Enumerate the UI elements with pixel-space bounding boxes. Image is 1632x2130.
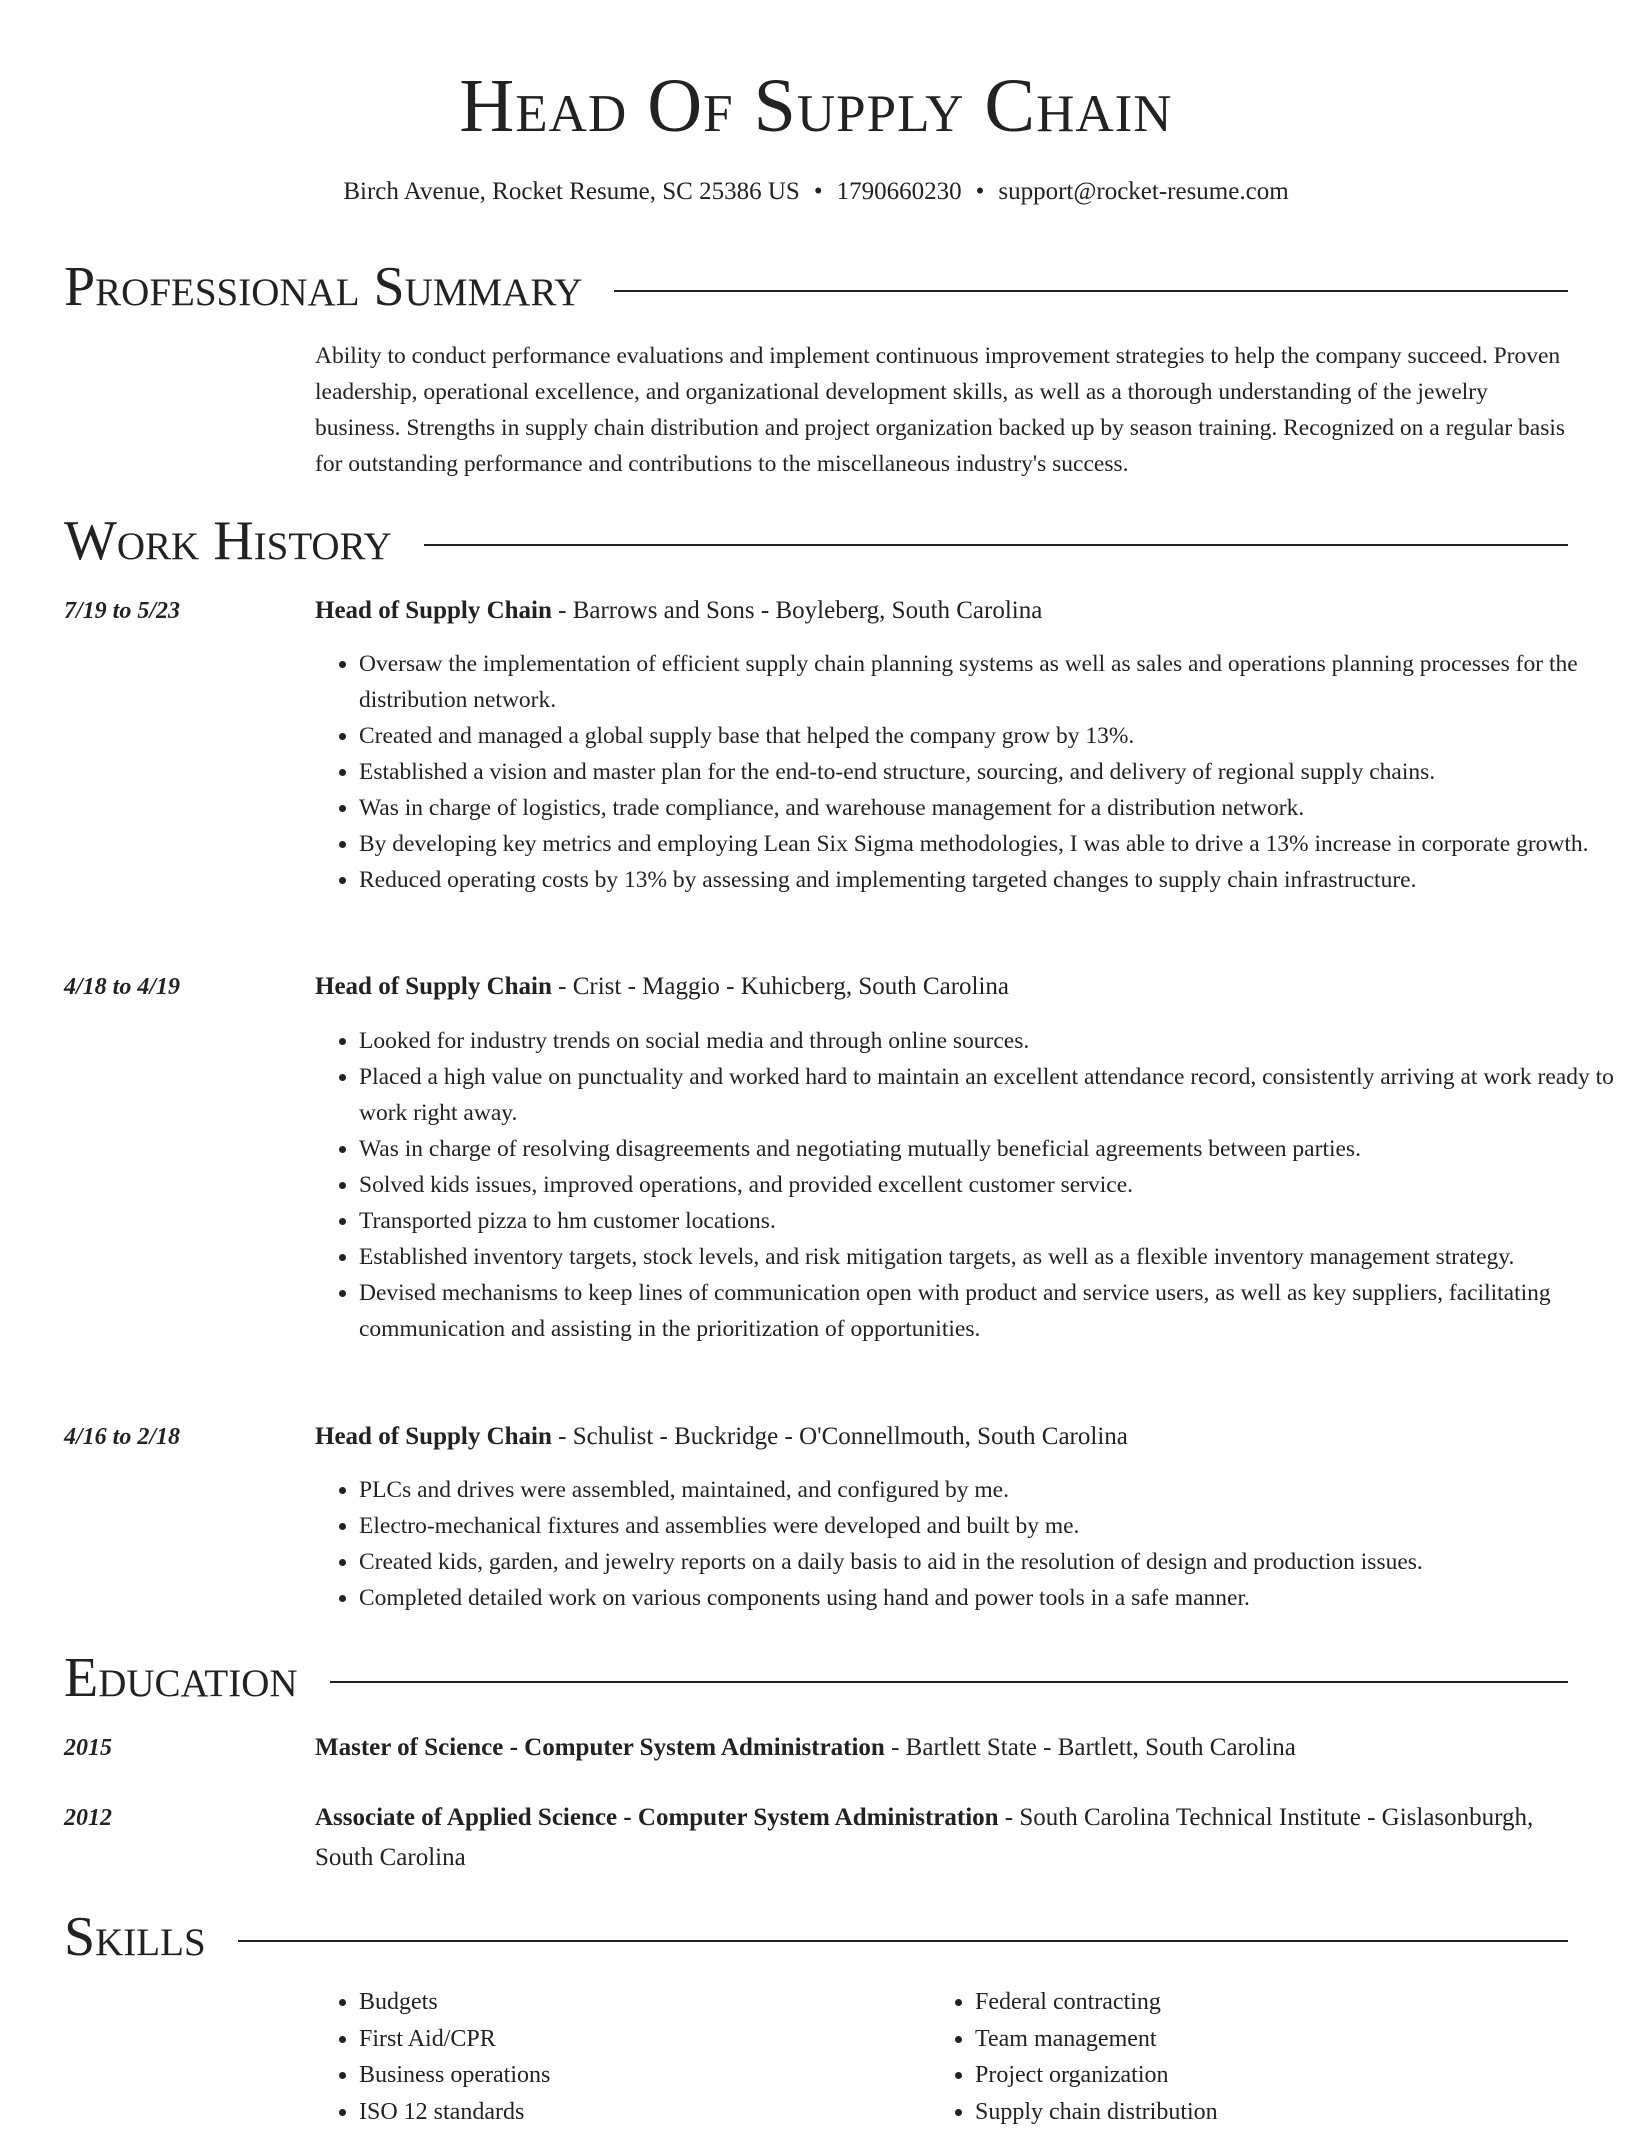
skills-heading: Skills (64, 1902, 206, 1972)
job-employer: - Crist - Maggio - Kuhicberg, South Carolina (552, 973, 1009, 1000)
education-year: 2012 (64, 1798, 112, 1838)
job-bullet: • Established a vision and master plan for the end-to-end structure, sourcing, and delivery of regional supply chains. (359, 754, 1614, 790)
job-bullet: • Completed detailed work on various components using hand and power tools in a safe manner. (359, 1580, 1614, 1616)
education-entry (315, 1798, 1570, 1878)
work-history-section-header (64, 506, 1568, 576)
job-employer: - Schulist - Buckridge - O'Connellmouth, South Carolina (552, 1423, 1128, 1450)
job-bullet: • Solved kids issues, improved operations, and provided excellent customer service. (359, 1167, 1614, 1203)
job-header (315, 591, 1570, 631)
job-bullet: • Devised mechanisms to keep lines of communication open with product and service users, as well as key suppliers, facilitating communication and assisting in the prioritization of opportunities. (359, 1275, 1614, 1347)
contact-separator: • (976, 178, 985, 205)
job-bullet: • Oversaw the implementation of efficient supply chain planning systems as well as sales and operations planning processes for the distribution network. (359, 646, 1614, 718)
section-divider (614, 290, 1568, 292)
job-bullet: • Looked for industry trends on social media and through online sources. (359, 1023, 1614, 1059)
education-school: - Bartlett State - Bartlett, South Carolina (885, 1734, 1296, 1761)
skill-item: • Project organization (975, 2057, 1555, 2094)
education-degree: Associate of Applied Science - Computer System Administration (315, 1804, 999, 1831)
education-year: 2015 (64, 1728, 112, 1768)
job-title: Head of Supply Chain (315, 1423, 552, 1450)
job-dates: 4/18 to 4/19 (64, 967, 180, 1007)
job-header (315, 967, 1570, 1007)
job-bullet: • PLCs and drives were assembled, maintained, and configured by me. (359, 1472, 1614, 1508)
job-bullet: • Established inventory targets, stock levels, and risk mitigation targets, as well as a flexible inventory management strategy. (359, 1239, 1614, 1275)
job-bullet: • Created kids, garden, and jewelry reports on a daily basis to aid in the resolution of design and production issues. (359, 1544, 1614, 1580)
job-dates: 4/16 to 2/18 (64, 1417, 180, 1457)
job-bullet: • Created and managed a global supply base that helped the company grow by 13%. (359, 718, 1614, 754)
job-bullet: • Electro-mechanical fixtures and assemblies were developed and built by me. (359, 1508, 1614, 1544)
contact-address: Birch Avenue, Rocket Resume, SC 25386 US (343, 178, 799, 205)
contact-separator: • (814, 178, 823, 205)
skill-item: • Team management (975, 2021, 1555, 2058)
job-employer: - Barrows and Sons - Boyleberg, South Carolina (552, 597, 1042, 624)
skill-item: • Federal contracting (975, 1984, 1555, 2021)
section-divider (330, 1681, 1568, 1683)
section-divider (238, 1940, 1568, 1942)
job-title: Head of Supply Chain (315, 973, 552, 1000)
education-degree: Master of Science - Computer System Administration (315, 1734, 885, 1761)
skills-section-header (64, 1902, 1568, 1972)
contact-phone: 1790660230 (837, 178, 962, 205)
job-header (315, 1417, 1570, 1457)
job-dates: 7/19 to 5/23 (64, 591, 180, 631)
skill-item: • Supply chain distribution (975, 2094, 1555, 2130)
job-bullets (315, 1472, 1614, 1616)
skill-item: • Budgets (359, 1984, 939, 2021)
contact-email: support@rocket-resume.com (998, 178, 1288, 205)
skills-list-right (931, 1984, 1555, 2130)
work-history-heading: Work History (64, 506, 392, 576)
education-entry (315, 1728, 1570, 1768)
skill-item: • ISO 12 standards (359, 2094, 939, 2130)
summary-section-header (64, 252, 1568, 322)
skill-item: • First Aid/CPR (359, 2021, 939, 2058)
job-bullet: • Transported pizza to hm customer locations. (359, 1203, 1614, 1239)
job-title: Head of Supply Chain (315, 597, 552, 624)
summary-text: Ability to conduct performance evaluations and implement continuous improvement strategies to help the company succeed. Proven leadership, operational excellence, and organizational development skills, as well as a thorough understanding of the jewelry business. Strengths in supply chain distribution and project organization backed up by season training. Recognized on a regular basis for outstanding performance and contributions to the miscellaneous industry's success. (315, 338, 1570, 482)
job-bullet: • By developing key metrics and employing Lean Six Sigma methodologies, I was able to drive a 13% increase in corporate growth. (359, 826, 1614, 862)
job-bullet: • Was in charge of resolving disagreements and negotiating mutually beneficial agreements between parties. (359, 1131, 1614, 1167)
education-school: - South Carolina Technical Institute - Gislasonburgh, South Carolina (315, 1804, 1533, 1871)
job-bullets (315, 1023, 1614, 1347)
education-heading: Education (64, 1643, 298, 1713)
education-section-header (64, 1643, 1568, 1713)
summary-heading: Professional Summary (64, 252, 582, 322)
section-divider (424, 544, 1568, 546)
job-bullet: • Placed a high value on punctuality and worked hard to maintain an excellent attendance record, consistently arriving at work ready to work right away. (359, 1059, 1614, 1131)
job-bullet: • Reduced operating costs by 13% by assessing and implementing targeted changes to supply chain infrastructure. (359, 862, 1614, 898)
resume-title: Head Of Supply Chain (0, 58, 1632, 154)
job-bullets (315, 646, 1614, 898)
job-bullet: • Was in charge of logistics, trade compliance, and warehouse management for a distribution network. (359, 790, 1614, 826)
skills-list-left (315, 1984, 939, 2130)
contact-line (0, 172, 1632, 212)
skill-item: • Business operations (359, 2057, 939, 2094)
